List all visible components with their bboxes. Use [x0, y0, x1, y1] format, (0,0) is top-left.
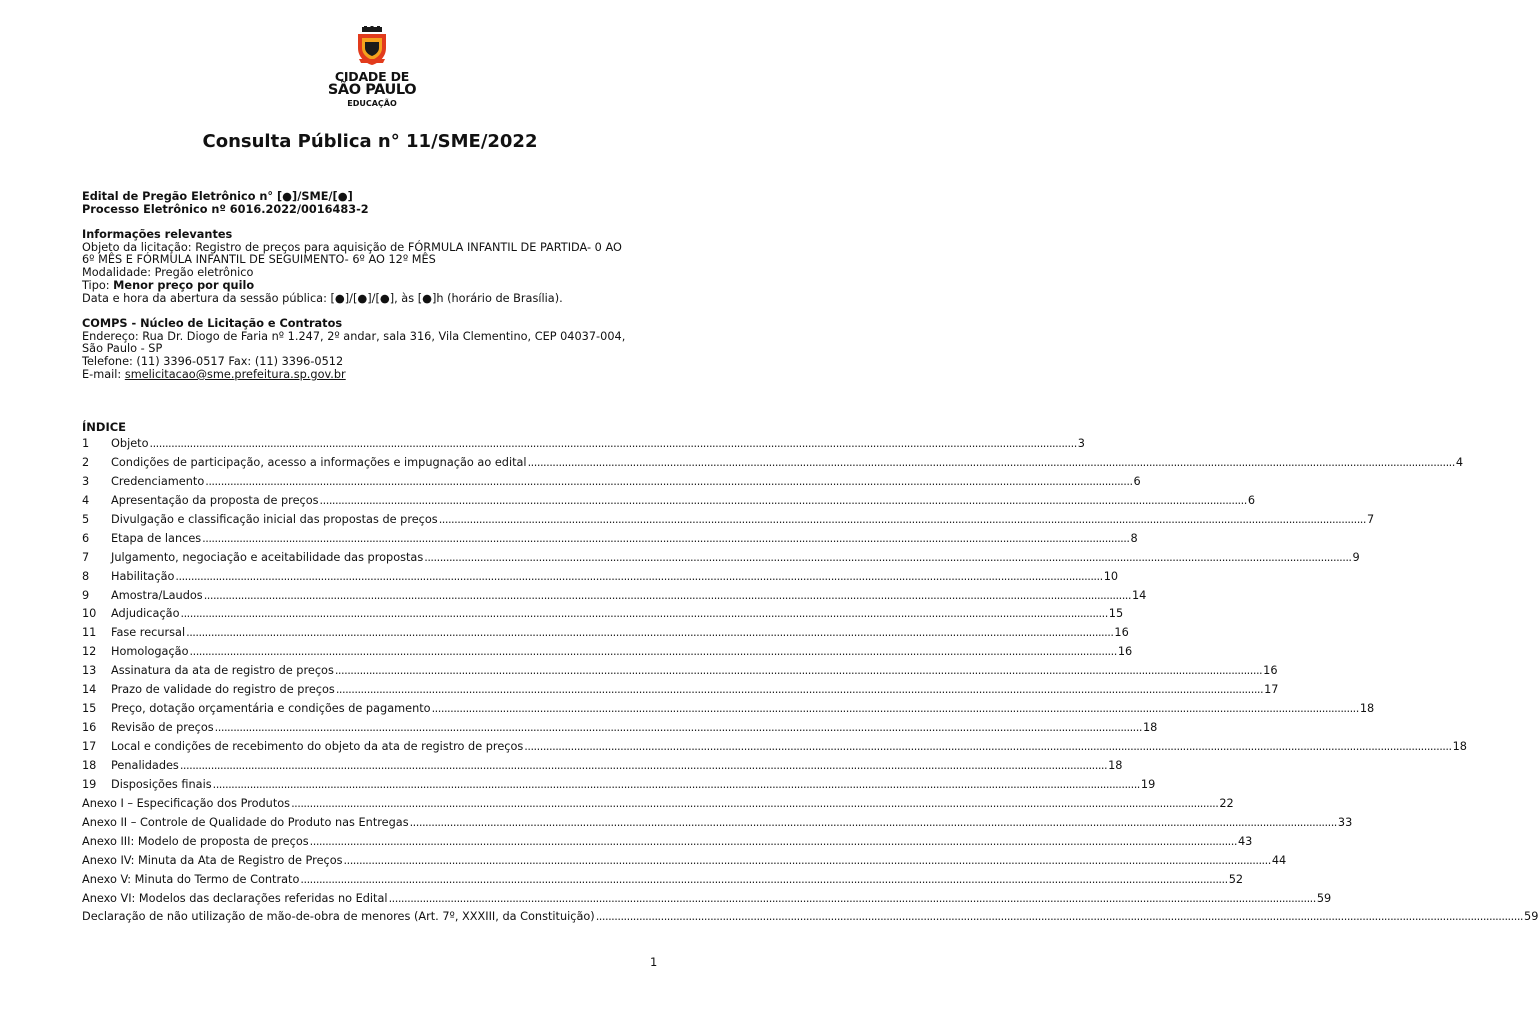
toc-item-page: 15: [1108, 607, 1124, 621]
toc-dot-leader: ............................................................................................................................................................................................................................................................................................................: [524, 740, 1452, 753]
toc-item-label: Local e condições de recebimento do objeto da ata de registro de preços: [111, 740, 524, 753]
toc-item-number: 17: [82, 740, 97, 753]
toc-item[interactable]: [82, 683, 1279, 702]
toc-item-number: 11: [82, 626, 97, 640]
toc-item-page: 3: [1077, 437, 1085, 450]
toc-annex-label: Anexo VI: Modelos das declarações referidas no Edital: [82, 891, 388, 905]
toc-dot-leader: ............................................................................................................................................................................................................................................................................................................: [319, 493, 1247, 507]
toc-dot-leader: ............................................................................................................................................................................................................................................................................................................: [291, 796, 1219, 810]
toc-item[interactable]: [82, 721, 1158, 740]
toc-annex-label: Declaração de não utilização de mão-de-obra de menores (Art. 7º, XXXIII, da Constituição): [82, 910, 595, 924]
toc-item[interactable]: [82, 531, 1138, 551]
toc-dot-leader: ............................................................................................................................................................................................................................................................................................................: [431, 702, 1359, 716]
relevant-info-heading: Informações relevantes: [82, 228, 233, 241]
toc-item-label: Penalidades: [111, 758, 179, 772]
toc-item[interactable]: [82, 588, 1147, 608]
toc-item[interactable]: [82, 455, 1464, 475]
toc-item-page: 18: [1108, 758, 1123, 772]
modality: Modalidade: Pregão eletrônico: [82, 266, 254, 280]
toc-annex-label: Anexo IV: Minuta da Ata de Registro de Preços: [82, 853, 343, 867]
toc-annex-page: 52: [1228, 872, 1244, 886]
type-label: Tipo:: [82, 278, 114, 292]
toc-item[interactable]: [82, 702, 1375, 721]
toc-item-label: Habilitação: [111, 569, 175, 583]
page-number: 1: [650, 955, 658, 969]
toc-item-number: 13: [82, 664, 97, 678]
toc-item[interactable]: [82, 437, 1085, 456]
toc-item-page: 7: [1366, 512, 1375, 526]
toc-item-label: Amostra/Laudos: [111, 588, 203, 602]
toc-item[interactable]: [82, 664, 1278, 683]
toc-item-page: 10: [1103, 569, 1119, 583]
toc-item-number: 5: [82, 512, 90, 526]
toc-item-number: 16: [82, 721, 97, 735]
toc-item-page: 6: [1133, 474, 1141, 488]
toc-item-label: Julgamento, negociação e aceitabilidade das propostas: [111, 550, 424, 564]
toc-item-label: Homologação: [111, 645, 189, 659]
toc-item[interactable]: [82, 777, 1156, 797]
object-line-1: Objeto da licitação: Registro de preços para aquisição de FÓRMULA INFANTIL DE PARTIDA- 0 AO: [82, 240, 622, 254]
toc-item-number: 8: [82, 569, 90, 583]
toc-dot-leader: ............................................................................................................................................................................................................................................................................................................: [409, 815, 1337, 829]
toc-annex-item[interactable]: [82, 834, 1253, 854]
toc-item-page: 14: [1131, 588, 1147, 602]
email-link[interactable]: smelicitacao@sme.prefeitura.sp.gov.br: [124, 367, 346, 381]
index-heading: ÍNDICE: [82, 420, 127, 434]
toc-dot-leader: ............................................................................................................................................................................................................................................................................................................: [179, 758, 1108, 772]
address-line-1: Endereço: Rua Dr. Diogo de Faria nº 1.247, 2º andar, sala 316, Vila Clementino, CEP 04037-004,: [82, 329, 626, 343]
toc-annex-label: Anexo III: Modelo de proposta de preços: [82, 834, 309, 848]
toc-item[interactable]: [82, 607, 1124, 626]
edital-number: Edital de Pregão Eletrônico n° [●]/SME/[●]: [82, 190, 353, 203]
toc-dot-leader: ............................................................................................................................................................................................................................................................................................................: [309, 834, 1237, 848]
address-line-2: São Paulo - SP: [82, 342, 163, 356]
toc-item-page: 16: [1114, 626, 1129, 640]
toc-item-number: 3: [82, 474, 90, 488]
type: [82, 280, 622, 293]
email-label: E-mail:: [82, 367, 125, 381]
toc-item-label: Preço, dotação orçamentária e condições de pagamento: [111, 702, 431, 716]
toc-dot-leader: ............................................................................................................................................................................................................................................................................................................: [202, 531, 1130, 545]
toc-item[interactable]: [82, 740, 1467, 759]
toc-item-number: 19: [82, 777, 97, 791]
toc-annex-page: 59: [1524, 910, 1538, 924]
toc-item[interactable]: [82, 626, 1129, 645]
table-of-contents: [82, 437, 1538, 929]
type-value: Menor preço por quilo: [113, 278, 255, 292]
toc-dot-leader: ............................................................................................................................................................................................................................................................................................................: [388, 891, 1316, 905]
comps-contact: [82, 318, 625, 382]
toc-item-number: 6: [82, 531, 90, 545]
toc-item-number: 1: [82, 437, 90, 450]
toc-dot-leader: ............................................................................................................................................................................................................................................................................................................: [180, 607, 1108, 621]
toc-item-number: 10: [82, 607, 97, 621]
toc-annex-page: 59: [1316, 891, 1332, 905]
email-line: [82, 369, 625, 382]
toc-item-page: 4: [1455, 455, 1464, 469]
toc-dot-leader: ............................................................................................................................................................................................................................................................................................................: [424, 550, 1352, 564]
toc-dot-leader: ............................................................................................................................................................................................................................................................................................................: [335, 683, 1264, 697]
toc-item[interactable]: [82, 758, 1123, 778]
toc-dot-leader: ............................................................................................................................................................................................................................................................................................................: [343, 853, 1271, 867]
process-number: Processo Eletrônico nº 6016.2022/0016483-2: [82, 202, 369, 216]
session-datetime: Data e hora da abertura da sessão pública: [●]/[●]/[●], às [●]h (horário de Brasília).: [82, 291, 563, 305]
toc-annex-label: Anexo V: Minuta do Termo de Contrato: [82, 872, 300, 886]
toc-item-number: 14: [82, 683, 97, 697]
toc-item-page: 16: [1117, 645, 1133, 659]
toc-dot-leader: ............................................................................................................................................................................................................................................................................................................: [300, 872, 1228, 886]
toc-item[interactable]: [82, 493, 1256, 513]
toc-item[interactable]: [82, 550, 1360, 570]
toc-item[interactable]: [82, 474, 1141, 494]
toc-item-label: Condições de participação, acesso a informações e impugnação ao edital: [111, 455, 527, 469]
toc-item-number: 4: [82, 493, 90, 507]
toc-item-label: Divulgação e classificação inicial das propostas de preços: [111, 512, 438, 526]
toc-item-label: Revisão de preços: [111, 721, 214, 735]
toc-annex-label: Anexo II – Controle de Qualidade do Produto nas Entregas: [82, 815, 409, 829]
logo-line-sao-paulo: SÃO PAULO: [327, 82, 417, 98]
toc-item-page: 8: [1130, 531, 1138, 545]
toc-item-page: 19: [1140, 777, 1156, 791]
toc-annex-item[interactable]: [82, 891, 1332, 911]
toc-item-number: 2: [82, 455, 90, 469]
toc-item-label: Etapa de lances: [111, 531, 202, 545]
object-line-2: 6º MÊS E FÓRMULA INFANTIL DE SEGUIMENTO- 6º AO 12º MÊS: [82, 253, 436, 267]
toc-dot-leader: ............................................................................................................................................................................................................................................................................................................: [203, 588, 1131, 602]
toc-annex-page: 22: [1219, 796, 1234, 810]
toc-item-label: Credenciamento: [111, 474, 205, 488]
toc-item-page: 6: [1247, 493, 1256, 507]
phone-fax: Telefone: (11) 3396-0517 Fax: (11) 3396-0512: [82, 355, 344, 369]
toc-item-number: 7: [82, 550, 90, 564]
toc-item[interactable]: [82, 569, 1119, 589]
toc-item-page: 18: [1142, 721, 1158, 735]
toc-item-page: 9: [1352, 550, 1360, 564]
toc-item-label: Objeto: [111, 437, 149, 450]
toc-dot-leader: ............................................................................................................................................................................................................................................................................................................: [205, 474, 1133, 488]
toc-item-page: 18: [1452, 740, 1467, 753]
city-logo: [322, 26, 422, 109]
toc-annex-item[interactable]: [82, 796, 1234, 816]
toc-annex-page: 44: [1271, 853, 1287, 867]
toc-dot-leader: ............................................................................................................................................................................................................................................................................................................: [175, 569, 1103, 583]
toc-item-page: 16: [1263, 664, 1278, 678]
toc-item-label: Assinatura da ata de registro de preços: [111, 664, 334, 678]
toc-item[interactable]: [82, 512, 1375, 532]
toc-dot-leader: ............................................................................................................................................................................................................................................................................................................: [212, 777, 1140, 791]
toc-annex-item[interactable]: [82, 910, 1538, 929]
toc-dot-leader: ............................................................................................................................................................................................................................................................................................................: [189, 645, 1117, 659]
toc-item-label: Fase recursal: [111, 626, 186, 640]
toc-item-page: 18: [1359, 702, 1375, 716]
toc-dot-leader: ............................................................................................................................................................................................................................................................................................................: [186, 626, 1114, 640]
toc-item-label: Disposições finais: [111, 777, 212, 791]
toc-dot-leader: ............................................................................................................................................................................................................................................................................................................: [214, 721, 1142, 735]
toc-dot-leader: ............................................................................................................................................................................................................................................................................................................: [149, 437, 1077, 450]
toc-item-number: 9: [82, 588, 90, 602]
coat-of-arms-icon: [355, 26, 389, 66]
toc-dot-leader: ............................................................................................................................................................................................................................................................................................................: [527, 455, 1455, 469]
toc-dot-leader: ............................................................................................................................................................................................................................................................................................................: [595, 910, 1524, 924]
toc-annex-page: 33: [1337, 815, 1353, 829]
logo-line-cidade: CIDADE DE: [334, 69, 410, 84]
toc-annex-label: Anexo I – Especificação dos Produtos: [82, 796, 291, 810]
toc-annex-page: 43: [1237, 834, 1253, 848]
comps-heading: COMPS - Núcleo de Licitação e Contratos: [82, 317, 343, 330]
toc-item-label: Apresentação da proposta de preços: [111, 493, 319, 507]
toc-item-page: 17: [1264, 683, 1279, 697]
relevant-info: [82, 229, 622, 305]
toc-annex-item[interactable]: [82, 853, 1287, 873]
toc-dot-leader: ............................................................................................................................................................................................................................................................................................................: [334, 664, 1263, 678]
toc-item-label: Adjudicação: [111, 607, 180, 621]
toc-item-number: 15: [82, 702, 97, 716]
toc-dot-leader: ............................................................................................................................................................................................................................................................................................................: [438, 512, 1366, 526]
toc-item-label: Prazo de validade do registro de preços: [111, 683, 335, 697]
edital-info: [82, 191, 369, 216]
toc-item-number: 18: [82, 758, 97, 772]
toc-item[interactable]: [82, 645, 1133, 664]
toc-item-number: 12: [82, 645, 97, 659]
toc-annex-item[interactable]: [82, 815, 1353, 835]
logo-line-educacao: EDUCAÇÃO: [347, 99, 397, 108]
toc-annex-item[interactable]: [82, 872, 1244, 892]
page-title: Consulta Pública n° 11/SME/2022: [202, 131, 538, 152]
